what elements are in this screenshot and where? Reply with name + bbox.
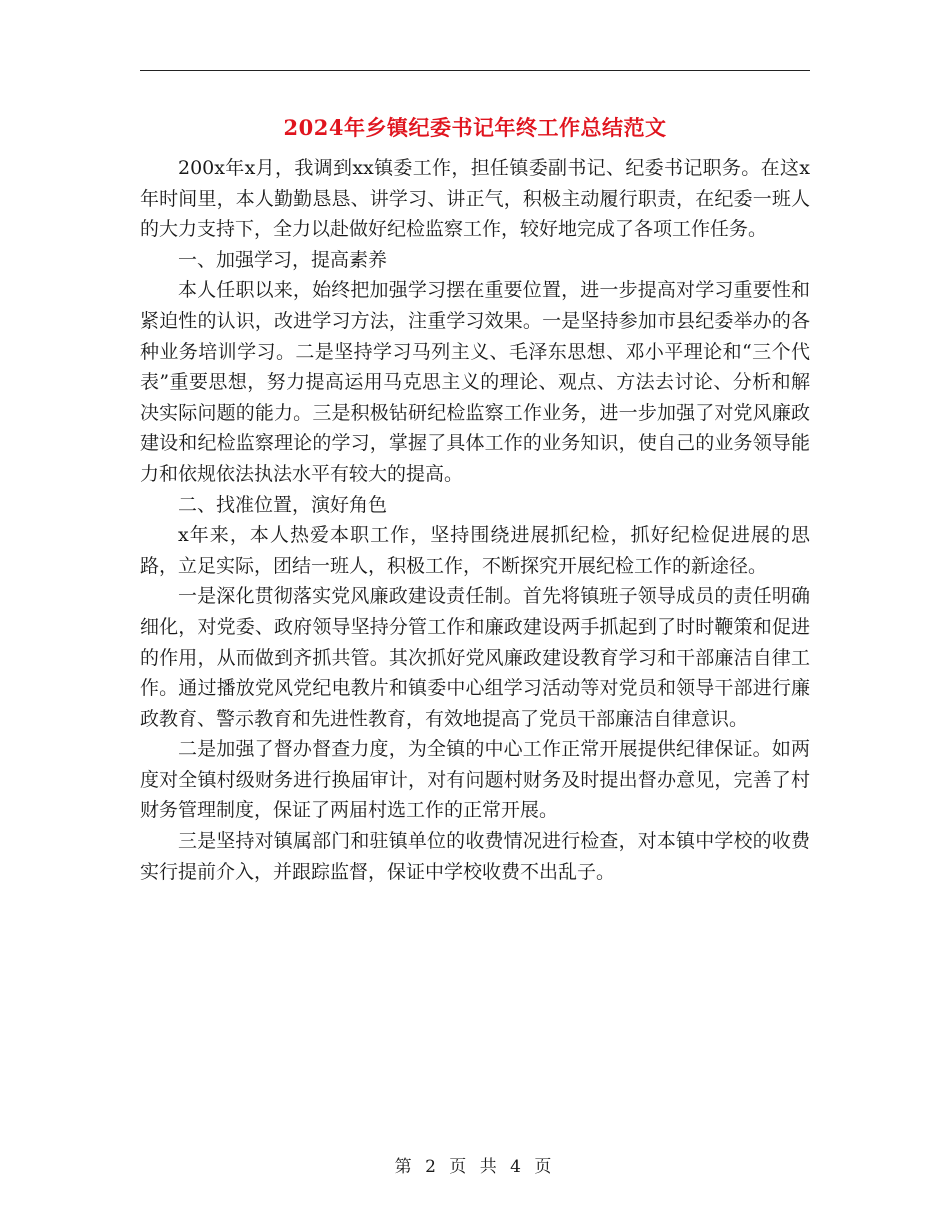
header-rule (140, 70, 810, 71)
section-heading-1: 一、加强学习，提高素养 (178, 248, 388, 271)
paragraph-supervision: 二是加强了督办督查力度，为全镇的中心工作正常开展提供纪律保证。如两度对全镇村级财务进行换届审计，对有问题村财务及时提出督办意见，完善了村财务管理制度，保证了两届村选工作的正常开展。 (140, 738, 810, 822)
section-heading-2: 二、找准位置，演好角色 (178, 493, 388, 516)
paragraph-intro: 200x年x月，我调到xx镇委工作，担任镇委副书记、纪委书记职务。在这x年时间里，本人勤勤恳恳、讲学习、讲正气，积极主动履行职责，在纪委一班人的大力支持下，全力以赴做好纪检监察工作，较好地完成了各项工作任务。 (140, 157, 810, 241)
document-body (140, 153, 810, 887)
paragraph-study: 本人任职以来，始终把加强学习摆在重要位置，进一步提高对学习重要性和紧迫性的认识，改进学习方法，注重学习效果。一是坚持参加市县纪委举办的各种业务培训学习。二是坚持学习马列主义、毛泽东思想、邓小平理论和“三个代表”重要思想，努力提高运用马克思主义的理论、观点、方法去讨论、分析和解决实际问题的能力。三是积极钻研纪检监察工作业务，进一步加强了对党风廉政建设和纪检监察理论的学习，掌握了具体工作的业务知识，使自己的业务领导能力和依规依法执法水平有较大的提高。 (140, 279, 810, 485)
paragraph-role: x年来，本人热爱本职工作，坚持围绕进展抓纪检，抓好纪检促进展的思路，立足实际，团结一班人，积极工作，不断探究开展纪检工作的新途径。 (140, 524, 810, 577)
document-title: 2024年乡镇纪委书记年终工作总结范文 (283, 115, 667, 140)
paragraph-responsibility: 一是深化贯彻落实党风廉政建设责任制。首先将镇班子领导成员的责任明确细化，对党委、政府领导坚持分管工作和廉政建设两手抓起到了时时鞭策和促进的作用，从而做到齐抓共管。其次抓好党风廉政建设教育学习和干部廉洁自律工作。通过播放党风党纪电教片和镇委中心组学习活动等对党员和领导干部进行廉政教育、警示教育和先进性教育，有效地提高了党员干部廉洁自律意识。 (140, 585, 810, 730)
paragraph-fee-inspection: 三是坚持对镇属部门和驻镇单位的收费情况进行检查，对本镇中学校的收费实行提前介入，并跟踪监督，保证中学校收费不出乱子。 (140, 830, 810, 883)
page-number: 第 2 页 共 4 页 (394, 1157, 556, 1177)
